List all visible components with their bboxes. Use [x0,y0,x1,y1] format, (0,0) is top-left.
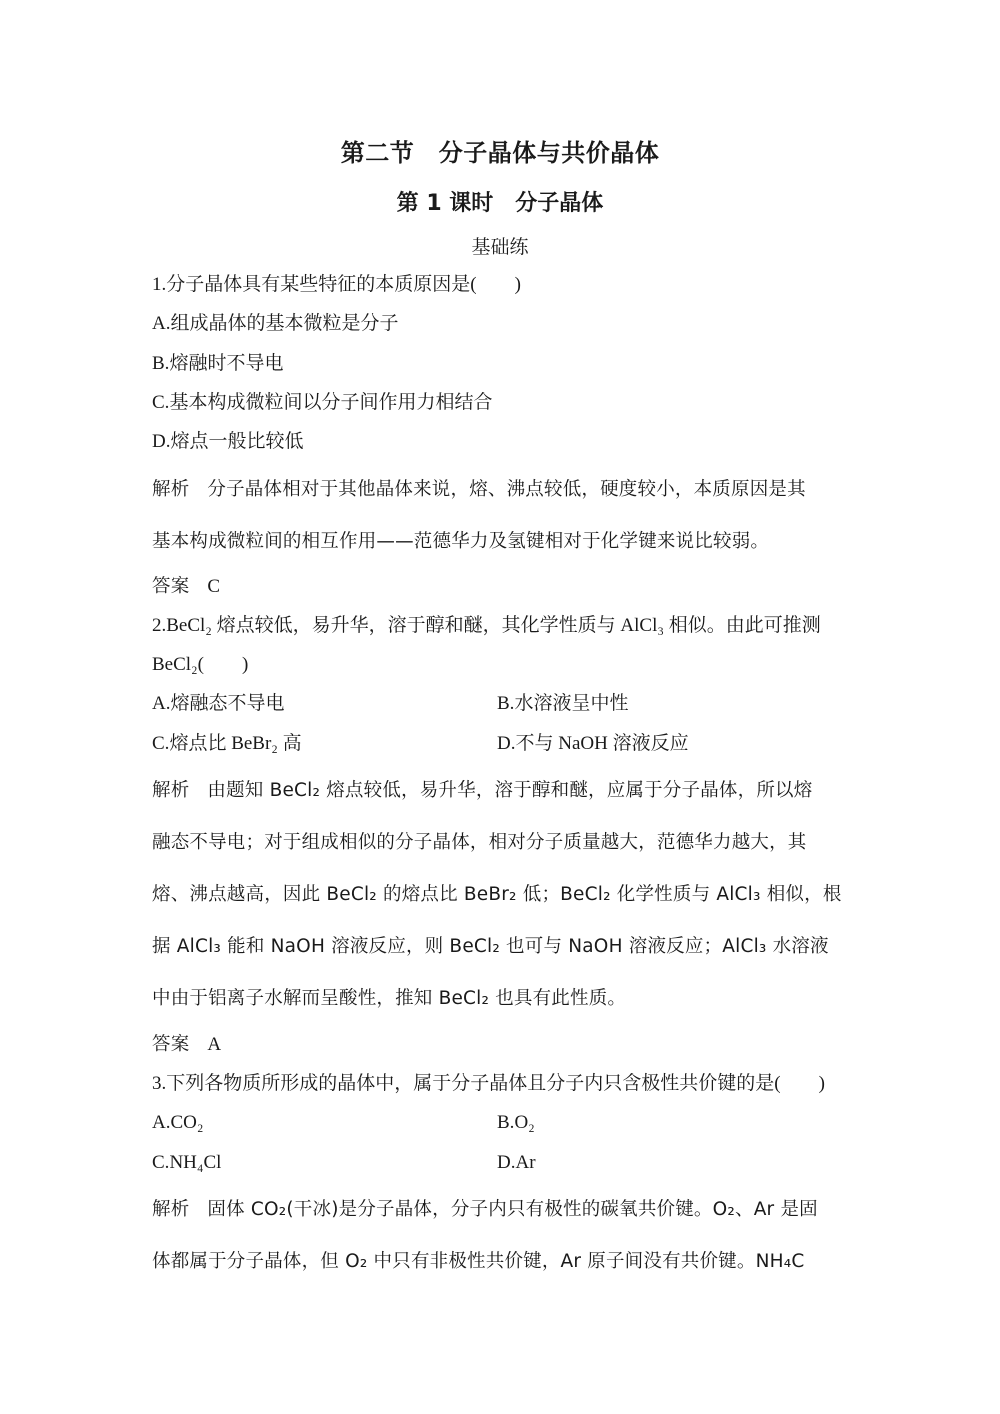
question-1-analysis-line-2: 基本构成微粒间的相互作用——范德华力及氢键相对于化学键来说比较弱。 [152,531,770,552]
question-2-analysis-line-5: 中由于铝离子水解而呈酸性，推知 BeCl₂ 也具有此性质。 [152,988,627,1009]
option-text: CO₂ [170,1112,204,1133]
question-2-analysis-line-2: 融态不导电；对于组成相似的分子晶体，相对分子质量越大，范德华力越大，其 [152,832,807,853]
question-1-option-b [152,352,283,376]
question-2-answer [152,1033,221,1057]
option-key: A. [152,1112,171,1133]
analysis-label: 解析 [152,780,190,801]
question-3-analysis-line-2: 体都属于分子晶体，但 O₂ 中只有非极性共价键，Ar 原子间没有共价键。NH₄C [152,1251,805,1272]
question-number: 3. [152,1073,167,1094]
option-key: A. [152,693,171,714]
analysis-label: 解析 [152,1199,190,1220]
option-key: D. [497,1152,516,1173]
question-3-option-c [152,1151,221,1175]
question-2-option-d [497,732,689,756]
option-text: 熔融态不导电 [170,693,285,714]
question-2-option-c [152,732,302,756]
question-text: 分子晶体具有某些特征的本质原因是( ) [166,274,521,295]
analysis-text: 固体 CO₂(干冰)是分子晶体，分子内只有极性的碳氧共价键。O₂、Ar 是固 [207,1199,818,1220]
option-text: 水溶液呈中性 [514,693,629,714]
question-2-analysis-line-1 [152,779,812,803]
option-key: C. [152,392,170,413]
option-text: 熔点一般比较低 [170,431,304,452]
option-text: 熔融时不导电 [169,353,284,374]
question-1-option-d [152,430,304,454]
question-3-stem [152,1072,825,1096]
question-2-stem-line-2: BeCl₂( ) [152,654,249,675]
question-3-option-a [152,1111,204,1135]
section-title: 第二节 分子晶体与共价晶体 [340,139,660,167]
question-2-option-a [152,692,285,716]
option-text: 组成晶体的基本微粒是分子 [170,313,399,334]
option-key: D. [497,733,516,754]
question-2-option-b [497,692,628,716]
analysis-label: 解析 [152,479,190,500]
option-key: D. [152,431,171,452]
option-text: O₂ [514,1112,535,1133]
question-number: 1. [152,274,167,295]
question-3-option-b [497,1111,535,1135]
question-number: 2. [152,615,167,636]
question-1-stem [152,273,521,297]
question-1-answer [152,575,220,599]
option-key: B. [497,1112,515,1133]
option-key: A. [152,313,171,334]
option-key: C. [152,733,170,754]
question-1-option-a [152,312,399,336]
question-1-option-c [152,391,492,415]
lesson-title: 第 1 课时 分子晶体 [396,191,604,216]
answer-label: 答案 [152,576,190,597]
question-3-option-d [497,1151,536,1175]
question-2-stem-line-1 [152,614,821,638]
option-text: 不与 NaOH 溶液反应 [515,733,689,754]
option-text: NH₄Cl [169,1152,222,1173]
option-key: B. [152,353,170,374]
option-key: B. [497,693,515,714]
answer-label: 答案 [152,1034,190,1055]
option-text: 基本构成微粒间以分子间作用力相结合 [169,392,493,413]
question-2-analysis-line-4: 据 AlCl₃ 能和 NaOH 溶液反应，则 BeCl₂ 也可与 NaOH 溶液反应；AlCl₃ 水溶液 [152,936,829,957]
exercise-level-heading: 基础练 [471,237,529,258]
question-text: 下列各物质所形成的晶体中，属于分子晶体且分子内只含极性共价键的是( ) [166,1073,825,1094]
answer-value: C [207,576,221,597]
question-3-analysis-line-1 [152,1198,818,1222]
question-1-analysis-line-1 [152,478,806,502]
analysis-text: 分子晶体相对于其他晶体来说，熔、沸点较低，硬度较小，本质原因是其 [207,479,806,500]
answer-value: A [207,1034,222,1055]
option-text: 熔点比 BeBr₂ 高 [169,733,302,754]
question-2-analysis-line-3: 熔、沸点越高，因此 BeCl₂ 的熔点比 BeBr₂ 低；BeCl₂ 化学性质与 AlCl₃ 相似，根 [152,884,842,905]
question-text: BeCl₂ 熔点较低，易升华，溶于醇和醚，其化学性质与 AlCl₃ 相似。由此可推测 [166,615,821,636]
analysis-text: 由题知 BeCl₂ 熔点较低，易升华，溶于醇和醚，应属于分子晶体，所以熔 [207,780,813,801]
option-key: C. [152,1152,170,1173]
option-text: Ar [515,1152,536,1173]
